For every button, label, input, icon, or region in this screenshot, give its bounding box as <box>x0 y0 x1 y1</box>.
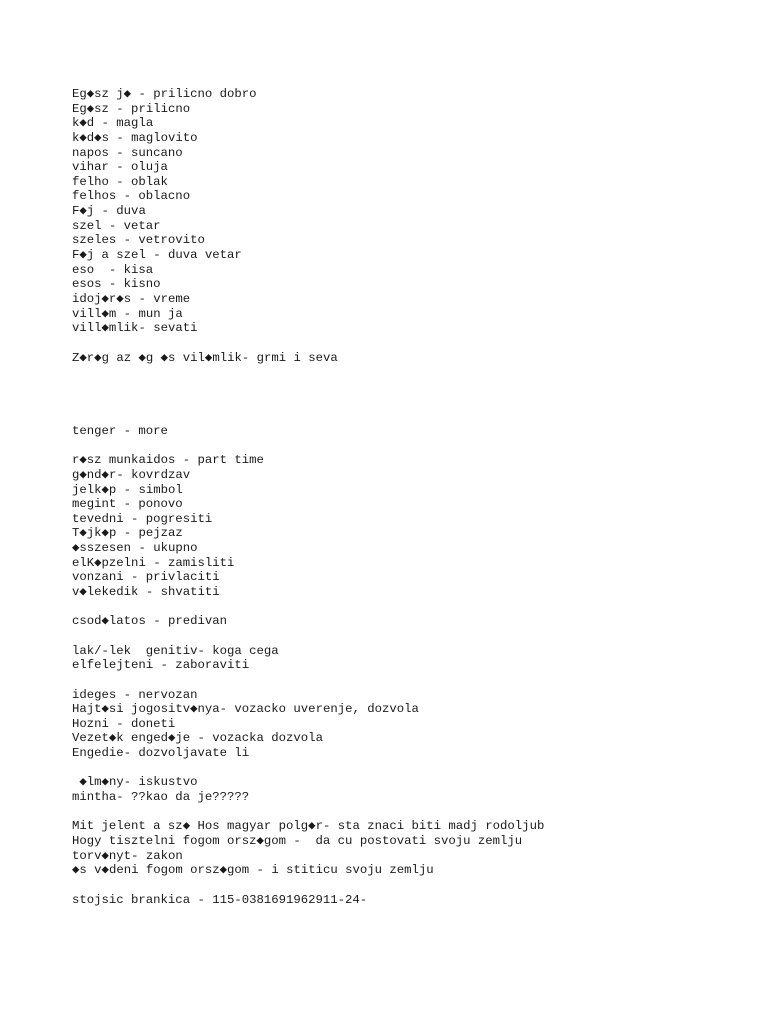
text-line <box>72 805 544 820</box>
text-line: Hozni - doneti <box>72 716 176 731</box>
text-line: felho - oblak <box>72 174 168 189</box>
text-line: esos - kisno <box>72 277 161 292</box>
text-line: stojsic brankica - 115-0381691962911-24- <box>72 892 368 907</box>
text-line: vill◆m - mun ja <box>72 306 183 321</box>
text-line: szel - vetar <box>72 218 161 233</box>
text-line: vihar - oluja <box>72 160 168 175</box>
text-line <box>72 673 544 688</box>
text-line: Engedie- dozvoljavate li <box>72 746 250 761</box>
text-line: r◆sz munkaidos - part time <box>72 453 264 468</box>
text-line: felhos - oblacno <box>72 189 191 204</box>
text-line: Hogy tisztelni fogom orsz◆gom - da cu postovati svoju zemlju <box>72 833 523 848</box>
text-line: ideges - nervozan <box>72 687 198 702</box>
text-line: szeles - vetrovito <box>72 233 205 248</box>
text-line: F◆j a szel - duva vetar <box>72 248 242 263</box>
text-line: ◆sszesen - ukupno <box>72 541 198 556</box>
text-line: idoj◆r◆s - vreme <box>72 291 191 306</box>
text-line: jelk◆p - simbol <box>72 482 183 497</box>
text-line: Hajt◆si jogositv◆nya- vozacko uverenje, dozvola <box>72 702 419 717</box>
text-line: k◆d - magla <box>72 116 154 131</box>
text-line <box>72 878 544 893</box>
text-line: torv◆nyt- zakon <box>72 848 183 863</box>
text-line: vonzani - privlaciti <box>72 570 220 585</box>
vocabulary-block-weather <box>72 87 338 365</box>
text-line: tenger - more <box>72 424 168 438</box>
text-line: mintha- ??kao da je????? <box>72 790 250 805</box>
text-line: Z◆r◆g az ◆g ◆s vil◆mlik- grmi i seva <box>72 350 338 365</box>
text-line <box>72 439 544 454</box>
text-line: Vezet◆k enged◆je - vozacka dozvola <box>72 731 323 746</box>
text-line: T◆jk◆p - pejzaz <box>72 526 183 541</box>
text-line: Eg◆sz - prilicno <box>72 101 191 116</box>
text-line: ◆lm◆ny- iskustvo <box>72 775 198 790</box>
text-line: g◆nd◆r- kovrdzav <box>72 467 191 482</box>
vocabulary-block-misc <box>72 424 544 907</box>
text-line: lak/-lek genitiv- koga cega <box>72 643 279 658</box>
text-line <box>72 600 544 615</box>
text-line: napos - suncano <box>72 145 183 160</box>
text-line <box>72 629 544 644</box>
text-line: tevedni - pogresiti <box>72 511 213 526</box>
text-line: v◆lekedik - shvatiti <box>72 585 220 600</box>
text-line: megint - ponovo <box>72 497 183 512</box>
text-line: elK◆pzelni - zamisliti <box>72 555 235 570</box>
text-line: ◆s v◆deni fogom orsz◆gom - i stiticu svoju zemlju <box>72 863 434 878</box>
text-line <box>72 761 544 776</box>
text-line: k◆d◆s - maglovito <box>72 130 198 145</box>
text-line: F◆j - duva <box>72 204 146 219</box>
text-line: Mit jelent a sz◆ Hos magyar polg◆r- sta znaci biti madj rodoljub <box>72 819 545 834</box>
text-line: vill◆mlik- sevati <box>72 321 198 336</box>
text-line: Eg◆sz j◆ - prilicno dobro <box>72 87 257 101</box>
text-line: eso - kisa <box>72 262 154 277</box>
text-line <box>72 336 338 351</box>
text-line: csod◆latos - predivan <box>72 614 227 629</box>
text-line: elfelejteni - zaboraviti <box>72 658 250 673</box>
